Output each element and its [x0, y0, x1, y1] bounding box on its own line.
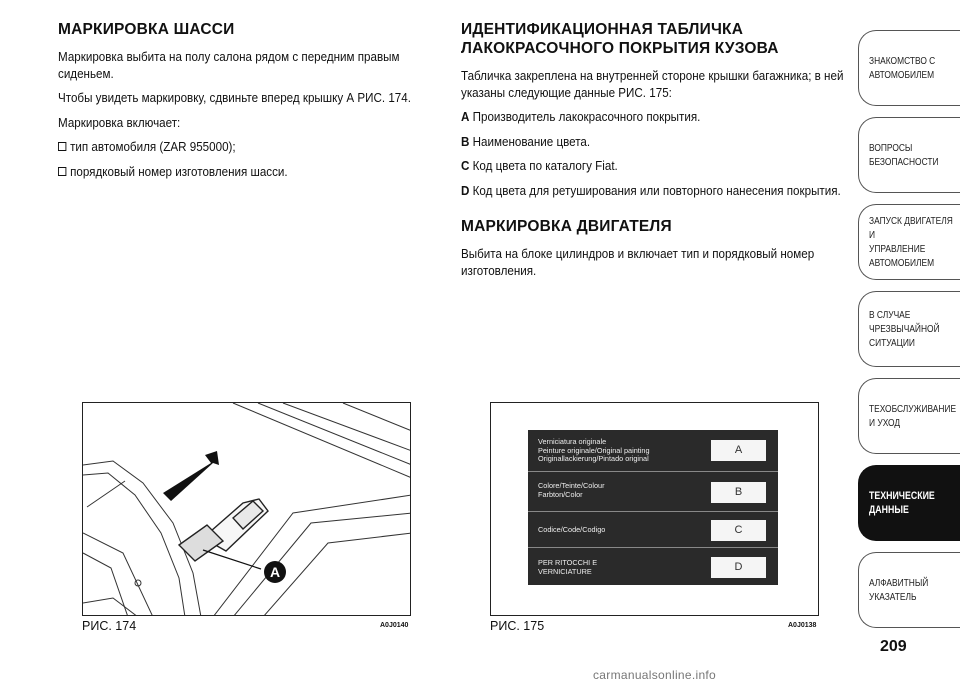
tab-getting-to-know[interactable]: ЗНАКОМСТВО С АВТОМОБИЛЕМ	[858, 30, 960, 106]
engine-marking-heading: МАРКИРОВКА ДВИГАТЕЛЯ	[461, 218, 672, 235]
paint-plate-intro: Табличка закреплена на внутренней стороне крышки багажника; в ней указаны следующие данные РИС. 175:	[461, 69, 844, 100]
chassis-marking-section	[58, 20, 428, 188]
definition-item: B Наименование цвета.	[461, 134, 591, 149]
figure-174-floor-cover	[82, 402, 411, 616]
chassis-paragraph-2: Чтобы увидеть маркировку, сдвиньте вперед крышку А РИС. 174.	[58, 91, 411, 105]
chassis-list-item: тип автомобиля (ZAR 955000);	[58, 139, 430, 156]
figure-175-caption: РИС. 175	[490, 619, 545, 633]
tab-safety[interactable]: ВОПРОСЫ БЕЗОПАСНОСТИ	[858, 117, 960, 193]
slide-direction-arrow-icon	[163, 451, 219, 501]
tab-index[interactable]: АЛФАВИТНЫЙ УКАЗАТЕЛЬ	[858, 552, 960, 628]
chassis-list-item: порядковый номер изготовления шасси.	[58, 164, 430, 181]
chassis-heading: МАРКИРОВКА ШАССИ	[58, 21, 235, 38]
paint-plate-section	[461, 20, 846, 287]
svg-text:A: A	[269, 564, 281, 580]
checkbox-bullet-icon	[58, 142, 66, 151]
definition-item: C Код цвета по каталогу Fiat.	[461, 159, 618, 173]
tab-starting-driving[interactable]: ЗАПУСК ДВИГАТЕЛЯ И УПРАВЛЕНИЕ АВТОМОБИЛЕМ	[858, 204, 960, 280]
plate-row-b: Colore/Teinte/Colour Farbton/Color B	[528, 472, 778, 512]
watermark: carmanualsonline.info	[593, 668, 717, 682]
definition-item: D Код цвета для ретуширования или повторного нанесения покрытия.	[461, 183, 841, 198]
engine-marking-paragraph: Выбита на блоке цилиндров и включает тип и порядковый номер изготовления.	[461, 247, 815, 278]
chassis-paragraph-1: Маркировка выбита на полу салона рядом с передним правым сиденьем.	[58, 50, 400, 81]
plate-row-a: Verniciatura originale Peinture originale/Original painting Originallackierung/Pintado original A	[528, 430, 778, 472]
page-number: 209	[880, 638, 907, 655]
paint-identification-plate	[528, 430, 778, 585]
checkbox-bullet-icon	[58, 167, 66, 176]
tab-emergency[interactable]: В СЛУЧАЕ ЧРЕЗВЫЧАЙНОЙ СИТУАЦИИ	[858, 291, 960, 367]
tab-maintenance[interactable]: ТЕХОБСЛУЖИВАНИЕ И УХОД	[858, 378, 960, 454]
figure-175-code: A0J0138	[788, 622, 817, 629]
tab-technical-data[interactable]: ТЕХНИЧЕСКИЕ ДАННЫЕ	[858, 465, 960, 541]
definition-item: A Производитель лакокрасочного покрытия.	[461, 110, 701, 124]
plate-row-d: PER RITOCCHI E VERNICIATURE D	[528, 548, 778, 585]
paint-plate-heading: ИДЕНТИФИКАЦИОННАЯ ТАБЛИЧКА ЛАКОКРАСОЧНОГО ПОКРЫТИЯ КУЗОВА	[461, 21, 779, 57]
plate-row-c: Codice/Code/Codigo C	[528, 512, 778, 548]
chassis-paragraph-3: Маркировка включает:	[58, 115, 181, 130]
floor-cover-illustration	[83, 403, 411, 616]
figure-175-paint-plate	[490, 402, 819, 616]
figure-174-code: A0J0140	[380, 622, 409, 629]
figure-174-caption: РИС. 174	[82, 619, 137, 633]
